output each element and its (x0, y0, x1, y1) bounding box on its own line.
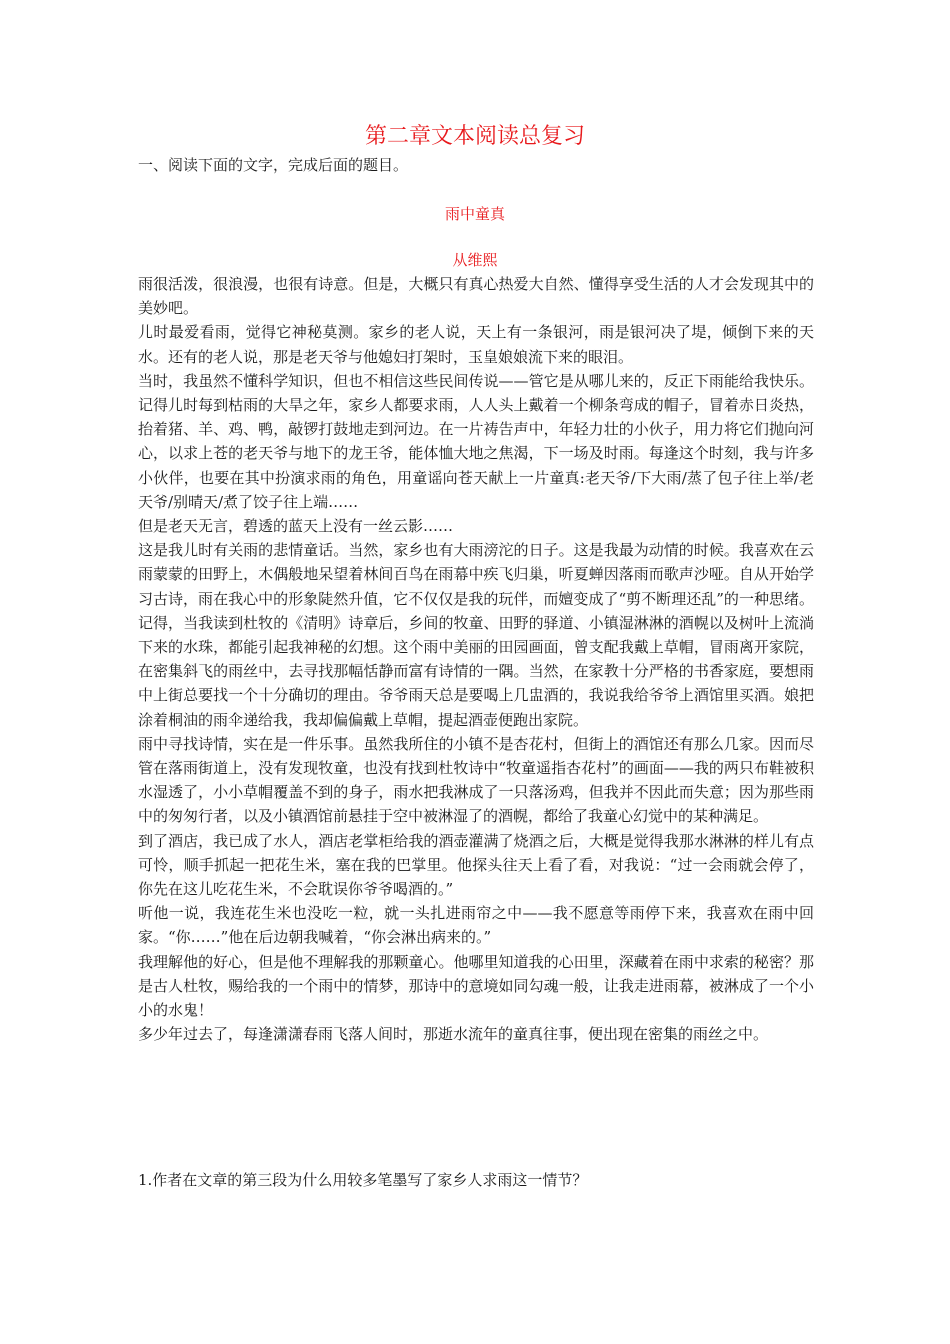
article-body (138, 272, 814, 1047)
article-paragraph: 这是我儿时有关雨的悲情童话。当然，家乡也有大雨滂沱的日子。这是我最为动情的时候。我喜欢在云雨蒙蒙的田野上，木偶般地呆望着林间百鸟在雨幕中疾飞归巢，听夏蝉因落雨而歌声沙哑。自从开始学习古诗，雨在我心中的形象陡然升值，它不仅仅是我的玩伴，而嬗变成了“剪不断理还乱”的一种思绪。记得，当我读到杜牧的《清明》诗章后，乡间的牧童、田野的驿道、小镇湿淋淋的酒幌以及树叶上流淌下来的水珠，都能引起我神秘的幻想。这个雨中美丽的田园画面，曾支配我戴上草帽，冒雨离开家院，在密集斜飞的雨丝中，去寻找那幅恬静而富有诗情的一隅。当然，在家教十分严格的书香家庭，要想雨中上街总要找一个十分确切的理由。爷爷雨天总是要喝上几盅酒的，我说我给爷爷上酒馆里买酒。娘把涂着桐油的雨伞递给我，我却偏偏戴上草帽，提起酒壶便跑出家院。 (138, 541, 814, 729)
article-paragraph: 儿时最爱看雨，觉得它神秘莫测。家乡的老人说，天上有一条银河，雨是银河决了堤，倾倒下来的天水。还有的老人说，那是老天爷与他媳妇打架时，玉皇娘娘流下来的眼泪。 (138, 323, 814, 366)
article-paragraph: 到了酒店，我已成了水人，酒店老掌柜给我的酒壶灌满了烧酒之后，大概是觉得我那水淋淋的样儿有点可怜，顺手抓起一把花生米，塞在我的巴掌里。他探头往天上看了看，对我说：“过一会雨就会停了，你先在这儿吃花生米，不会耽误你爷爷喝酒的。” (138, 831, 814, 899)
document-title: 第二章文本阅读总复习 (364, 124, 585, 149)
article-paragraph: 雨中寻找诗情，实在是一件乐事。虽然我所住的小镇不是杏花村，但街上的酒馆还有那么几家。因而尽管在落雨街道上，没有发现牧童，也没有找到杜牧诗中“牧童遥指杏花村”的画面——我的两只布鞋被积水湿透了，小小草帽覆盖不到的身子，雨水把我淋成了一只落汤鸡，但我并不因此而失意；因为那些雨中的匆匆行者，以及小镇酒馆前悬挂于空中被淋湿了的酒幌，都给了我童心幻觉中的某种满足。 (138, 734, 814, 826)
article-paragraph: 听他一说，我连花生米也没吃一粒，就一头扎进雨帘之中——我不愿意等雨停下来，我喜欢在雨中回家。“你……”他在后边朝我喊着，“你会淋出病来的。” (138, 904, 814, 947)
article-paragraph: 当时，我虽然不懂科学知识，但也不相信这些民间传说——管它是从哪儿来的，反正下雨能给我快乐。记得儿时每到枯雨的大旱之年，家乡人都要求雨，人人头上戴着一个柳条弯成的帽子，冒着赤日炎热，抬着猪、羊、鸡、鸭，敲锣打鼓地走到河边。在一片祷告声中，年轻力壮的小伙子，用力将它们抛向河心，以求上苍的老天爷与地下的龙王爷，能体恤大地之焦渴，下一场及时雨。每逢这个时刻，我与许多小伙伴，也要在其中扮演求雨的角色，用童谣向苍天献上一片童真:老天爷/下大雨/蒸了包子往上举/老天爷/别晴天/煮了饺子往上端…… (138, 371, 814, 511)
article-author: 从维熙 (452, 251, 498, 269)
article-paragraph: 多少年过去了，每逢潇潇春雨飞落人间时，那逝水流年的童真往事，便出现在密集的雨丝之中。 (138, 1025, 769, 1044)
section-instruction: 一、阅读下面的文字，完成后面的题目。 (138, 156, 409, 174)
article-title: 雨中童真 (444, 205, 505, 223)
article-paragraph: 我理解他的好心，但是他不理解我的那颗童心。他哪里知道我的心田里，深藏着在雨中求索的秘密？那是古人杜牧，赐给我的一个雨中的情梦，那诗中的意境如同勾魂一般，让我走进雨幕，被淋成了一个小小的水鬼！ (138, 952, 814, 1020)
question-1: 1.作者在文章的第三段为什么用较多笔墨写了家乡人求雨这一情节？ (138, 1171, 588, 1189)
article-paragraph: 但是老天无言，碧透的蓝天上没有一丝云影…… (138, 517, 454, 536)
article-paragraph: 雨很活泼，很浪漫，也很有诗意。但是，大概只有真心热爱大自然、懂得享受生活的人才会发现其中的美妙吧。 (138, 275, 814, 318)
